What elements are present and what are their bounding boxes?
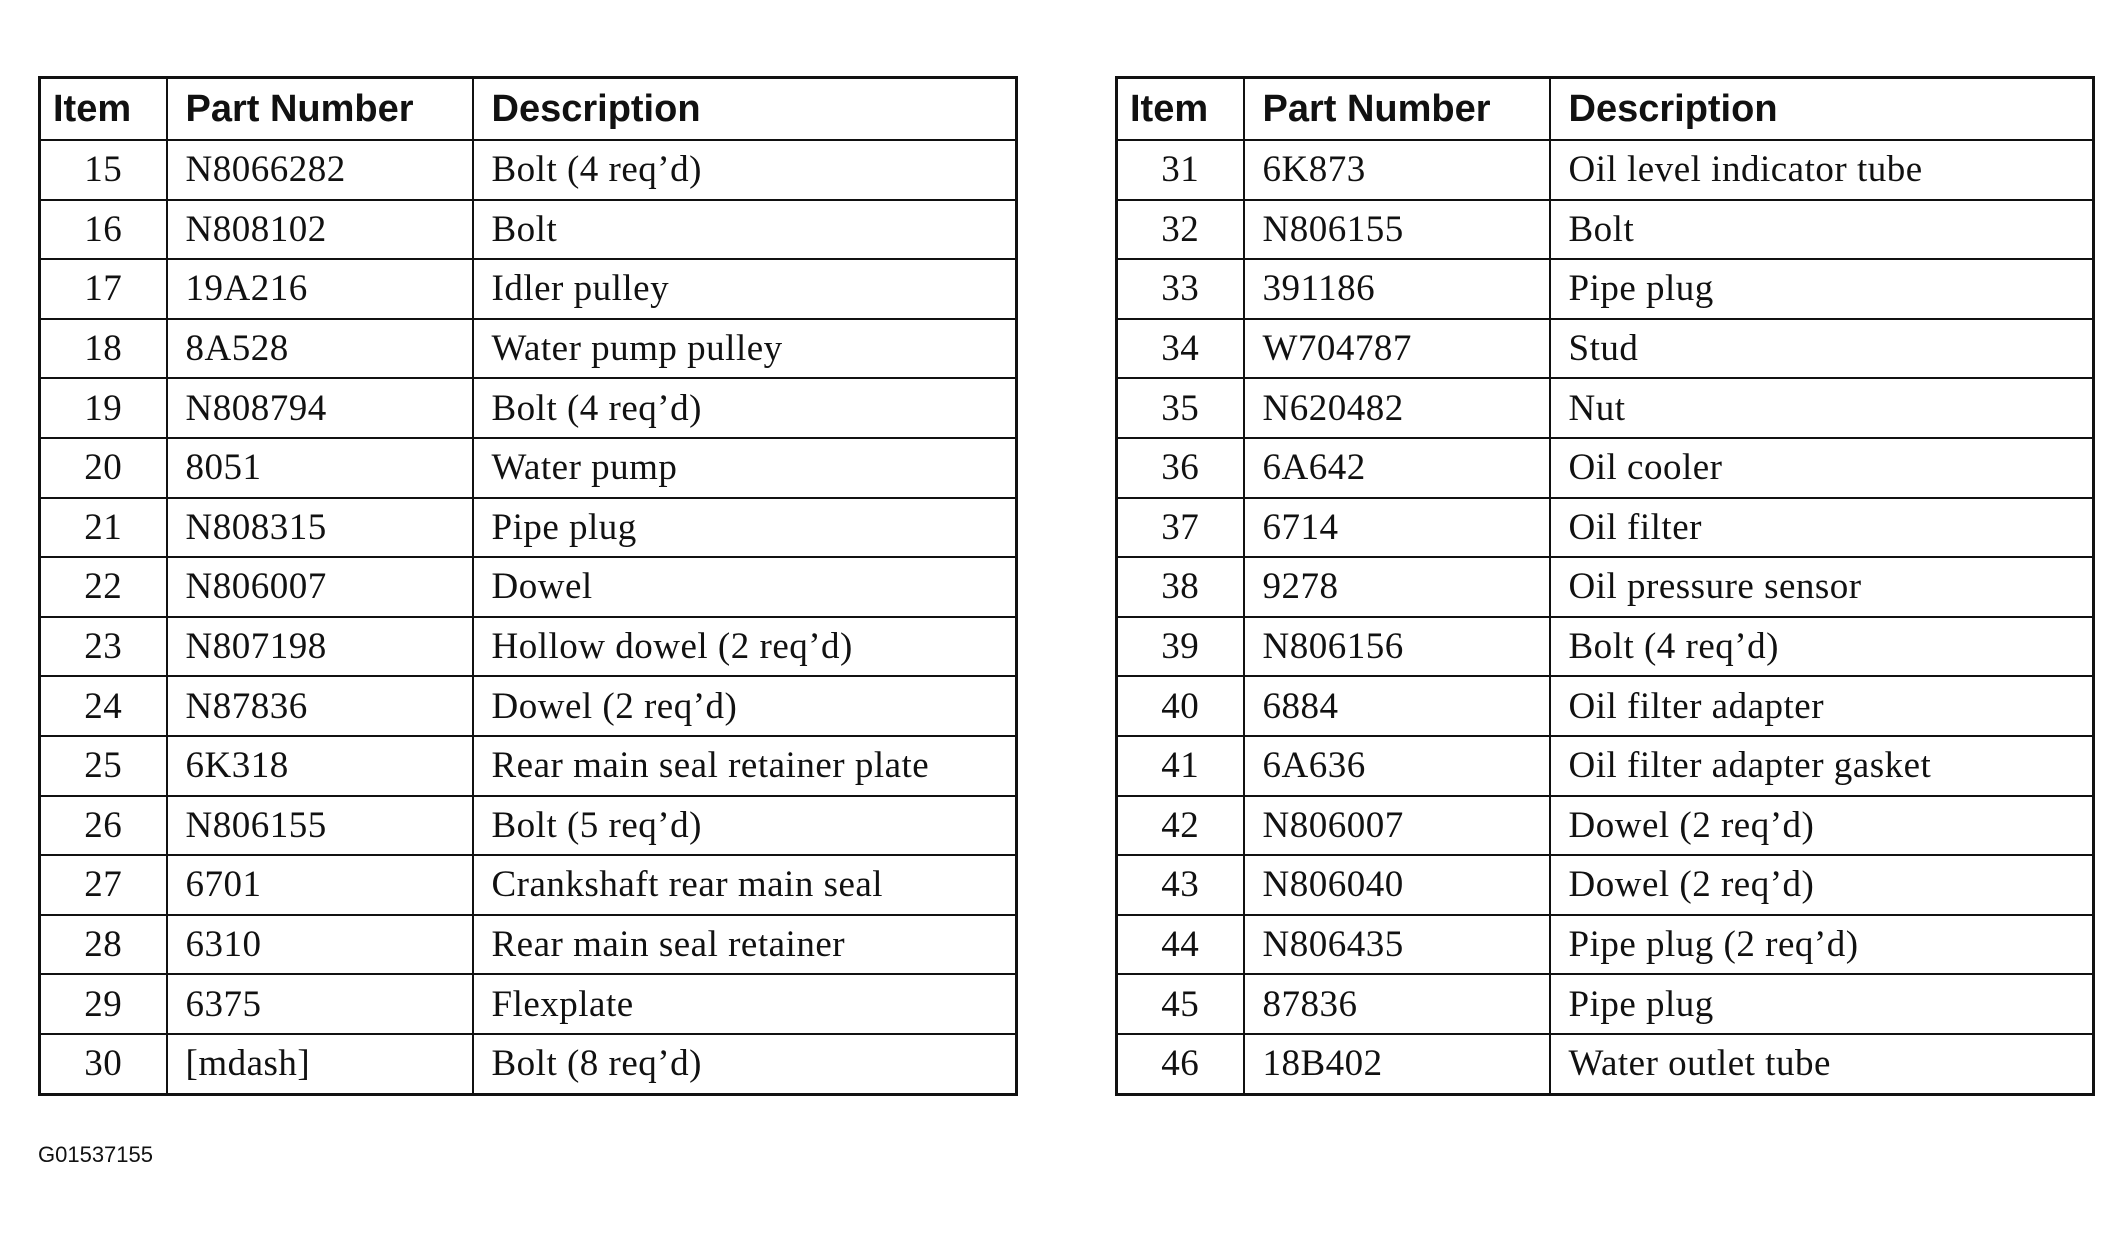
item-cell: 40 [1117, 676, 1244, 736]
item-cell: 38 [1117, 557, 1244, 617]
description-cell: Idler pulley [473, 259, 1017, 319]
part-number-cell: 6K318 [167, 736, 473, 796]
header-description: Description [473, 78, 1017, 141]
description-cell: Stud [1550, 319, 2094, 379]
parts-table-left [38, 76, 1018, 1096]
table-body-right [1117, 140, 2094, 1094]
part-number-cell: 6A642 [1244, 438, 1550, 498]
header-part-number: Part Number [1244, 78, 1550, 141]
table-row [40, 140, 1017, 200]
item-cell: 21 [40, 498, 167, 558]
table-row [40, 498, 1017, 558]
description-cell: Pipe plug [1550, 259, 2094, 319]
description-cell: Rear main seal retainer plate [473, 736, 1017, 796]
table-row [40, 259, 1017, 319]
item-cell: 43 [1117, 855, 1244, 915]
part-number-cell: 6K873 [1244, 140, 1550, 200]
description-cell: Bolt (4 req’d) [473, 378, 1017, 438]
description-cell: Oil filter adapter [1550, 676, 2094, 736]
table-row [40, 200, 1017, 260]
item-cell: 24 [40, 676, 167, 736]
header-item: Item [40, 78, 167, 141]
header-row [1117, 78, 2094, 141]
description-cell: Crankshaft rear main seal [473, 855, 1017, 915]
item-cell: 42 [1117, 796, 1244, 856]
description-cell: Pipe plug [1550, 974, 2094, 1034]
item-cell: 41 [1117, 736, 1244, 796]
table-row [1117, 855, 2094, 915]
table-row [1117, 378, 2094, 438]
table-row [40, 1034, 1017, 1094]
header-row [40, 78, 1017, 141]
item-cell: 37 [1117, 498, 1244, 558]
part-number-cell: N620482 [1244, 378, 1550, 438]
item-cell: 16 [40, 200, 167, 260]
part-number-cell: 6310 [167, 915, 473, 975]
part-number-cell: 87836 [1244, 974, 1550, 1034]
header-part-number: Part Number [167, 78, 473, 141]
item-cell: 28 [40, 915, 167, 975]
part-number-cell: 6375 [167, 974, 473, 1034]
description-cell: Water pump [473, 438, 1017, 498]
part-number-cell: N806007 [167, 557, 473, 617]
part-number-cell: N806155 [167, 796, 473, 856]
description-cell: Pipe plug [473, 498, 1017, 558]
part-number-cell: N806155 [1244, 200, 1550, 260]
item-cell: 20 [40, 438, 167, 498]
description-cell: Bolt (8 req’d) [473, 1034, 1017, 1094]
part-number-cell: [mdash] [167, 1034, 473, 1094]
item-cell: 18 [40, 319, 167, 379]
table-row [1117, 438, 2094, 498]
description-cell: Oil filter adapter gasket [1550, 736, 2094, 796]
item-cell: 25 [40, 736, 167, 796]
header-item: Item [1117, 78, 1244, 141]
table-row [40, 796, 1017, 856]
part-number-cell: N807198 [167, 617, 473, 677]
table-row [1117, 557, 2094, 617]
part-number-cell: 6884 [1244, 676, 1550, 736]
item-cell: 32 [1117, 200, 1244, 260]
item-cell: 26 [40, 796, 167, 856]
description-cell: Dowel (2 req’d) [473, 676, 1017, 736]
table-row [40, 438, 1017, 498]
part-number-cell: W704787 [1244, 319, 1550, 379]
description-cell: Nut [1550, 378, 2094, 438]
table-body-left [40, 140, 1017, 1094]
part-number-cell: 9278 [1244, 557, 1550, 617]
description-cell: Pipe plug (2 req’d) [1550, 915, 2094, 975]
header-description: Description [1550, 78, 2094, 141]
description-cell: Dowel (2 req’d) [1550, 796, 2094, 856]
table-row [1117, 617, 2094, 677]
item-cell: 29 [40, 974, 167, 1034]
description-cell: Flexplate [473, 974, 1017, 1034]
table-row [40, 557, 1017, 617]
item-cell: 31 [1117, 140, 1244, 200]
item-cell: 39 [1117, 617, 1244, 677]
table-row [1117, 259, 2094, 319]
table-row [40, 974, 1017, 1034]
item-cell: 22 [40, 557, 167, 617]
part-number-cell: N806040 [1244, 855, 1550, 915]
part-number-cell: 391186 [1244, 259, 1550, 319]
part-number-cell: 18B402 [1244, 1034, 1550, 1094]
part-number-cell: 6701 [167, 855, 473, 915]
table-row [1117, 974, 2094, 1034]
part-number-cell: N806435 [1244, 915, 1550, 975]
table-row [40, 855, 1017, 915]
table-row [1117, 1034, 2094, 1094]
part-number-cell: 6A636 [1244, 736, 1550, 796]
description-cell: Oil pressure sensor [1550, 557, 2094, 617]
item-cell: 23 [40, 617, 167, 677]
description-cell: Water outlet tube [1550, 1034, 2094, 1094]
item-cell: 27 [40, 855, 167, 915]
description-cell: Dowel (2 req’d) [1550, 855, 2094, 915]
description-cell: Oil level indicator tube [1550, 140, 2094, 200]
item-cell: 45 [1117, 974, 1244, 1034]
description-cell: Bolt (4 req’d) [1550, 617, 2094, 677]
description-cell: Hollow dowel (2 req’d) [473, 617, 1017, 677]
part-number-cell: 6714 [1244, 498, 1550, 558]
table-row [1117, 140, 2094, 200]
item-cell: 19 [40, 378, 167, 438]
table-row [1117, 796, 2094, 856]
item-cell: 35 [1117, 378, 1244, 438]
table-row [40, 676, 1017, 736]
part-number-cell: N87836 [167, 676, 473, 736]
item-cell: 15 [40, 140, 167, 200]
item-cell: 44 [1117, 915, 1244, 975]
table-row [1117, 915, 2094, 975]
description-cell: Bolt (5 req’d) [473, 796, 1017, 856]
table-row [40, 617, 1017, 677]
item-cell: 33 [1117, 259, 1244, 319]
table-row [40, 319, 1017, 379]
part-number-cell: 8051 [167, 438, 473, 498]
part-number-cell: N808102 [167, 200, 473, 260]
part-number-cell: N806007 [1244, 796, 1550, 856]
item-cell: 36 [1117, 438, 1244, 498]
part-number-cell: N808794 [167, 378, 473, 438]
table-row [40, 915, 1017, 975]
part-number-cell: 19A216 [167, 259, 473, 319]
table-row [1117, 200, 2094, 260]
table-row [1117, 736, 2094, 796]
description-cell: Bolt (4 req’d) [473, 140, 1017, 200]
item-cell: 46 [1117, 1034, 1244, 1094]
part-number-cell: 8A528 [167, 319, 473, 379]
description-cell: Bolt [473, 200, 1017, 260]
table-row [40, 378, 1017, 438]
item-cell: 34 [1117, 319, 1244, 379]
figure-code: G01537155 [38, 1142, 153, 1167]
table-row [1117, 676, 2094, 736]
description-cell: Water pump pulley [473, 319, 1017, 379]
part-number-cell: N806156 [1244, 617, 1550, 677]
description-cell: Bolt [1550, 200, 2094, 260]
table-row [40, 736, 1017, 796]
part-number-cell: N808315 [167, 498, 473, 558]
description-cell: Rear main seal retainer [473, 915, 1017, 975]
description-cell: Oil filter [1550, 498, 2094, 558]
part-number-cell: N8066282 [167, 140, 473, 200]
item-cell: 30 [40, 1034, 167, 1094]
description-cell: Oil cooler [1550, 438, 2094, 498]
description-cell: Dowel [473, 557, 1017, 617]
parts-table-right [1115, 76, 2095, 1096]
item-cell: 17 [40, 259, 167, 319]
table-row [1117, 319, 2094, 379]
table-row [1117, 498, 2094, 558]
